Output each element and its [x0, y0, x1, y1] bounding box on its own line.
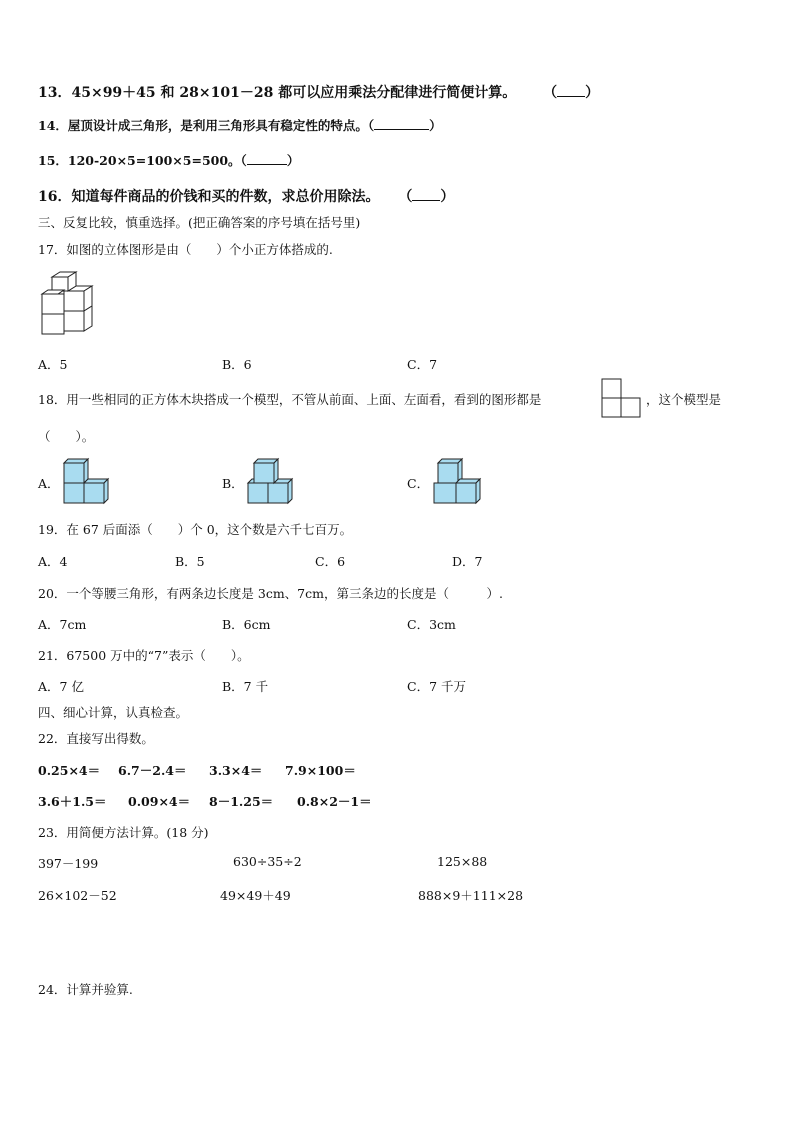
option-19-b[interactable]: B．5: [175, 554, 205, 569]
question-14: 14．屋顶设计成三角形，是利用三角形具有稳定性的特点。（ ）: [38, 118, 442, 133]
option-18-a[interactable]: A．: [38, 476, 60, 491]
calc-22-2: 6.7－2.4＝: [118, 763, 187, 778]
option-17-b[interactable]: B．6: [222, 357, 252, 372]
calc-22-7: 8－1.25＝: [209, 794, 274, 809]
question-15-text: 15．120-20×5=100×5=500。: [38, 153, 241, 168]
question-18-tail: ，这个模型是: [646, 392, 722, 407]
calc-23-4: 26×102－52: [38, 888, 117, 903]
question-17-text: 17．如图的立体图形是由（ ）个小正方体搭成的.: [38, 242, 333, 257]
question-13-text: 13．45×99＋45 和 28×101－28 都可以应用乘法分配律进行简便计算。: [38, 85, 517, 101]
calc-23-5: 49×49＋49: [220, 888, 291, 903]
cube-model-b-icon: [246, 457, 298, 505]
option-18-c[interactable]: C．: [407, 476, 430, 491]
question-22-text: 22．直接写出得数。: [38, 731, 154, 746]
option-21-c[interactable]: C．7 千万: [407, 679, 466, 694]
question-21-text: 21．67500 万中的“7”表示（ ）。: [38, 648, 250, 663]
option-17-c[interactable]: C．7: [407, 357, 438, 372]
option-19-a[interactable]: A．4: [38, 554, 68, 569]
option-17-a[interactable]: A．5: [38, 357, 68, 372]
question-19-text: 19．在 67 后面添（ ）个 0，这个数是六千七百万。: [38, 522, 353, 537]
calc-22-1: 0.25×4＝: [38, 763, 101, 778]
cube-stack-figure-17: [40, 270, 94, 340]
question-18-text: 18．用一些相同的正方体木块搭成一个模型，不管从前面、上面、左面看，看到的图形都是: [38, 392, 542, 407]
calc-23-1: 397－199: [38, 856, 99, 871]
option-18-b[interactable]: B．: [222, 476, 244, 491]
calc-23-3: 125×88: [437, 854, 488, 869]
cube-model-a-icon: [60, 457, 110, 505]
question-18-line2: （ ）。: [38, 429, 95, 444]
answer-blank-14[interactable]: [374, 129, 429, 130]
calc-22-8: 0.8×2－1＝: [297, 794, 372, 809]
calc-22-4: 7.9×100＝: [285, 763, 356, 778]
question-13: 13．45×99＋45 和 28×101－28 都可以应用乘法分配律进行简便计算。 （ ）: [38, 85, 600, 101]
calc-22-5: 3.6＋1.5＝: [38, 794, 107, 809]
question-14-text: 14．屋顶设计成三角形，是利用三角形具有稳定性的特点。: [38, 118, 368, 133]
question-20-text: 20．一个等腰三角形，有两条边长度是 3cm、7cm，第三条边的长度是（ ）.: [38, 586, 503, 601]
option-19-c[interactable]: C．6: [315, 554, 346, 569]
section-3-heading: 三、反复比较，慎重选择。(把正确答案的序号填在括号里): [38, 215, 361, 230]
question-24-text: 24．计算并验算.: [38, 982, 133, 997]
calc-22-6: 0.09×4＝: [128, 794, 191, 809]
question-23-text: 23．用简便方法计算。(18 分): [38, 825, 209, 840]
calc-22-3: 3.3×4＝: [209, 763, 263, 778]
option-21-b[interactable]: B．7 千: [222, 679, 269, 694]
question-16-text: 16．知道每件商品的价钱和买的件数，求总价用除法。: [38, 189, 380, 205]
option-19-d[interactable]: D．7: [452, 554, 483, 569]
calc-23-6: 888×9＋111×28: [418, 888, 524, 903]
answer-blank-15[interactable]: [247, 164, 287, 165]
question-18: [38, 390, 541, 408]
answer-blank-13[interactable]: [557, 96, 585, 97]
cube-model-c-icon: [432, 457, 486, 505]
option-21-a[interactable]: A．7 亿: [38, 679, 84, 694]
answer-blank-16[interactable]: [412, 200, 440, 201]
view-shape-figure-18: [601, 378, 641, 418]
option-20-a[interactable]: A．7cm: [38, 617, 87, 632]
question-16: 16．知道每件商品的价钱和买的件数，求总价用除法。 （ ）: [38, 189, 455, 205]
question-15: 15．120-20×5=100×5=500。（ ）: [38, 153, 300, 168]
option-20-b[interactable]: B．6cm: [222, 617, 271, 632]
calc-23-2: 630÷35÷2: [233, 854, 302, 869]
section-4-heading: 四、细心计算，认真检查。: [38, 705, 189, 720]
option-20-c[interactable]: C．3cm: [407, 617, 456, 632]
